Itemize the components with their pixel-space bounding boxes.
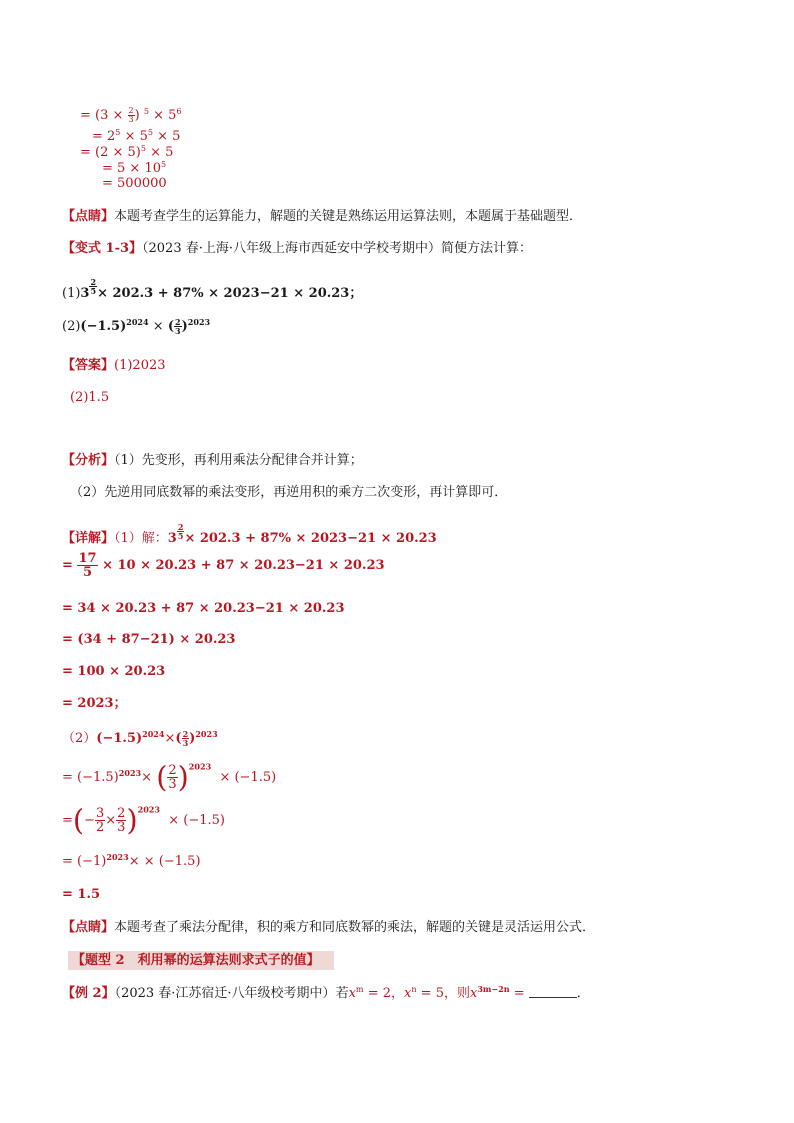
- derivation-step-4: = $5 \times 10^5$: [102, 160, 167, 176]
- comment-text: 本题考查了乘法分配律，积的乘方和同底数幂的乘法，解题的关键是灵活运用公式．: [114, 920, 596, 935]
- question-2: $(2)(-1.5)^{2024}$ × ( $\frac{2}{3}$ )$^{2023}$: [62, 317, 211, 337]
- answer-label: 【答案】: [62, 358, 115, 373]
- detail-line-1: 【详解】（1）解：3 $\frac{2}{5}$ × 202.3 + 87% × 2023−21 × 20.23: [62, 522, 437, 546]
- comment-label: 【点睛】: [62, 920, 115, 935]
- example-question: 【例 2】（2023 春·江苏宿迁·八年级校考期中）若$x^m = 2$，$x^n = 5$，则$x^{3m-2n}$ = ．: [62, 984, 590, 1001]
- comment-2: [62, 921, 595, 934]
- variant-label: 【变式 1-3】: [62, 241, 143, 256]
- analysis-line-2: （2）先逆用同底数幂的乘法变形，再逆用积的乘方二次变形，再计算即可．: [70, 485, 508, 500]
- detail-line-5: = 100 × 20.23: [62, 664, 166, 679]
- detail-part2-step-1: = $(-1.5)^{2023}\times$ ( $\frac{2}{3}$ )$^{2023}$ × (−1.5): [62, 760, 277, 795]
- derivation-step-2: = $2^5 \times 5^5 \times 5$: [92, 128, 181, 144]
- analysis-line-1: 【分析】（1）先变形，再利用乘法分配律合并计算；: [62, 453, 363, 468]
- comment-text: 本题考查学生的运算能力，解题的关键是熟练运用运算法则，本题属于基础题型．: [114, 209, 583, 224]
- comment-label: 【点睛】: [62, 209, 115, 224]
- derivation-step-5: = 500000: [102, 176, 167, 191]
- variant-source: （2023 春·上海·八年级上海市西延安中学校考期中）: [142, 241, 441, 256]
- derivation-step-1: = (3 × $\frac{2}{3}$ ) $^5 \times 5^6$: [80, 106, 182, 125]
- section-title: 【题型 2 利用幂的运算法则求式子的值】: [68, 951, 334, 970]
- variant-task: 简便方法计算：: [441, 241, 533, 256]
- answer-blank[interactable]: [529, 985, 577, 998]
- detail-part2-step-4: = 1.5: [62, 887, 101, 902]
- detail-part2-step-3: = $(-1)^{2023}\times \times (-1.5)$: [62, 852, 201, 869]
- detail-line-3: = 34 × 20.23 + 87 × 20.23−21 × 20.23: [62, 601, 345, 616]
- analysis-label: 【分析】: [62, 453, 115, 468]
- derivation-step-3: = $(2 \times 5)^5 \times 5$: [80, 144, 174, 160]
- detail-line-4: = (34 + 87−21) × 20.23: [62, 632, 236, 647]
- question-1: (1)3 $\frac{2}{5}$ × 202.3 + 87% × 2023−21 × 20.23；: [62, 277, 363, 301]
- detail-part2-step-2: =(− $\frac{3}{2}$ × $\frac{2}{3}$ )$^{2023}$ × (−1.5): [62, 803, 226, 838]
- detail-part2-intro: $(2)(-1.5)^{2024}\times$( $\frac{2}{3}$ )$^{2023}$: [62, 729, 218, 749]
- detail-line-2: = $\frac{17}{5}$ × 10 × 20.23 + 87 × 20.23−21 × 20.23: [62, 551, 385, 580]
- answer-line-1: 【答案】(1)2023: [62, 358, 166, 373]
- answer-line-2: (2)1.5: [70, 390, 110, 405]
- example-label: 【例 2】: [62, 986, 115, 1001]
- detail-label: 【详解】: [62, 530, 115, 546]
- detail-line-6: = 2023；: [62, 696, 127, 711]
- variant-heading: [62, 242, 532, 255]
- comment-1: [62, 210, 582, 223]
